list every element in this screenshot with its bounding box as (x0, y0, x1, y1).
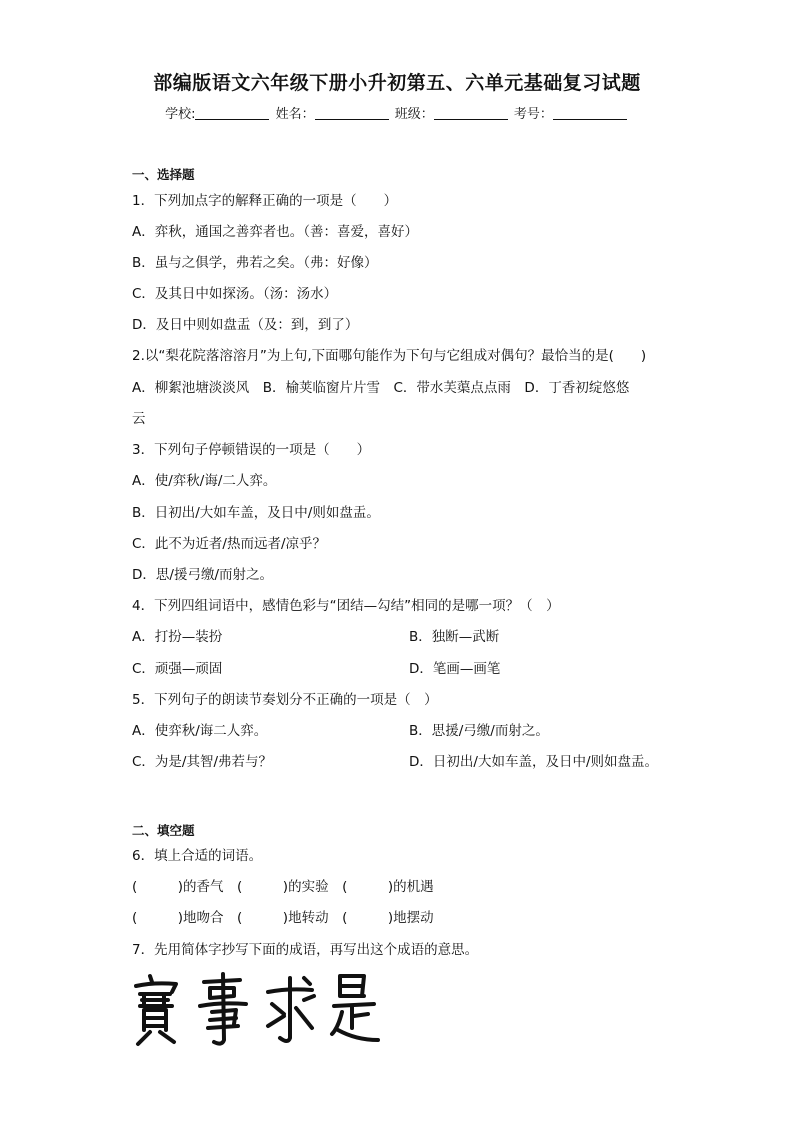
q3-option-d: D．思/援弓缴/而射之。 (132, 567, 273, 583)
q1-stem: 1．下列加点字的解释正确的一项是（ ） (132, 193, 398, 209)
q3-option-b: B．日初出/大如车盖，及日中/则如盘盂。 (132, 505, 380, 521)
q7-stem: 7．先用简体字抄写下面的成语，再写出这个成语的意思。 (132, 942, 479, 958)
q5-option-a: A．使弈秋/诲二人弈。 (132, 723, 268, 739)
q1-option-c: C．及其日中如探汤。（汤：汤水） (132, 286, 338, 302)
calligraphy-char-3 (268, 978, 314, 1041)
class-blank[interactable] (434, 107, 508, 120)
school-blank[interactable] (195, 107, 269, 120)
q4-stem: 4．下列四组词语中，感情色彩与“团结—勾结”相同的是哪一项？（ ） (132, 598, 560, 614)
calligraphy-char-4 (332, 976, 378, 1040)
school-label: 学校: (165, 107, 196, 122)
calligraphy-char-2 (200, 974, 246, 1044)
q3-option-a: A．使/弈秋/诲/二人弈。 (132, 473, 277, 489)
q4-option-a: A．打扮—装扮 (132, 629, 223, 645)
q2-options-wrap: 云 (132, 411, 146, 427)
q5-option-c: C．为是/其智/弗若与？ (132, 754, 273, 770)
name-label: 姓名： (275, 107, 315, 122)
exam-no-label: 考号： (513, 107, 553, 122)
q2-options: A．柳絮池塘淡淡风 B．榆荚临窗片片雪 C．带水芙蕖点点雨 D．丁香初绽悠悠 (132, 380, 630, 396)
q3-stem: 3．下列句子停顿错误的一项是（ ） (132, 442, 371, 458)
q1-option-b: B．虽与之俱学，弗若之矣。（弗：好像） (132, 255, 378, 271)
name-blank[interactable] (315, 107, 389, 120)
q2-stem: 2.以“梨花院落溶溶月”为上句,下面哪句能作为下句与它组成对偶句？最恰当的是( ) (132, 348, 647, 364)
calligraphy-idiom-image (128, 968, 388, 1048)
q6-row-2: ( )地吻合 ( )地转动 ( )地摆动 (132, 910, 434, 926)
q3-option-c: C．此不为近者/热而远者/凉乎？ (132, 536, 327, 552)
exam-title: 部编版语文六年级下册小升初第五、六单元基础复习试题 (153, 72, 641, 94)
section-choice-heading: 一、选择题 (132, 167, 195, 182)
q5-option-d: D．日初出/大如车盖，及日中/则如盘盂。 (409, 754, 658, 770)
class-label: 班级： (394, 107, 434, 122)
q5-option-b: B．思援/弓缴/而射之。 (409, 723, 549, 739)
q1-option-a: A．弈秋，通国之善弈者也。（善：喜爱，喜好） (132, 224, 418, 240)
q4-option-d: D．笔画—画笔 (409, 661, 501, 677)
exam-no-blank[interactable] (553, 107, 627, 120)
q6-stem: 6．填上合适的词语。 (132, 848, 263, 864)
q4-option-b: B．独断—武断 (409, 629, 500, 645)
q5-stem: 5．下列句子的朗读节奏划分不正确的一项是（ ） (132, 692, 438, 708)
section-fill-heading: 二、填空题 (132, 823, 195, 838)
q6-row-1: ( )的香气 ( )的实验 ( )的机遇 (132, 879, 434, 895)
calligraphy-char-1 (136, 976, 176, 1044)
q4-option-c: C．顽强—顽固 (132, 661, 223, 677)
student-info-line (0, 103, 794, 122)
q1-option-d: D．及日中则如盘盂（及：到，到了） (132, 317, 359, 333)
